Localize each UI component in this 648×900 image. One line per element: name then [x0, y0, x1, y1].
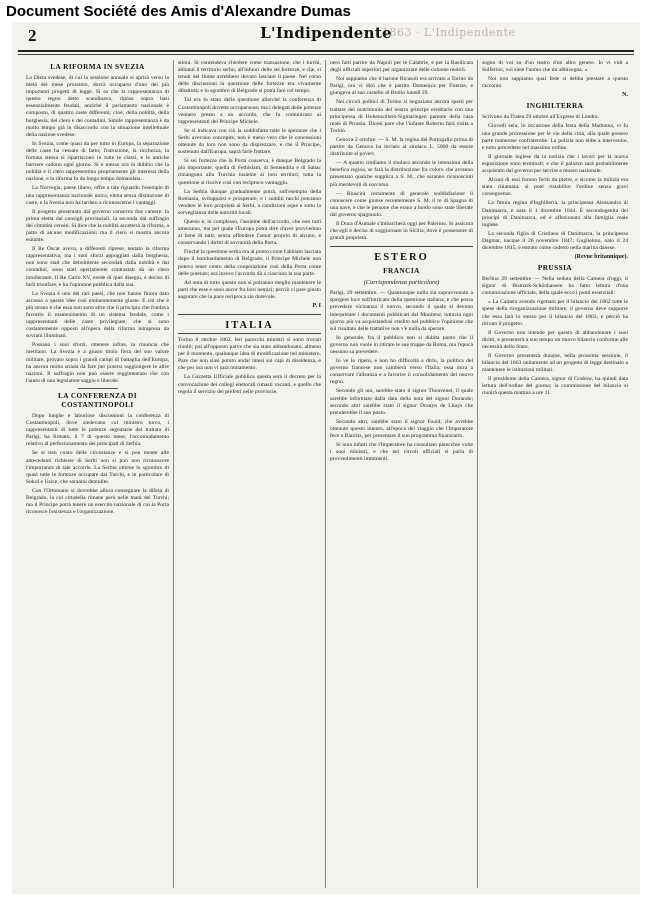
paragraph: Il Duca d'Aumale s'imbarcherà oggi per Palermo. Si assicura che egli è deciso di soggiornare in Sicilia, dove è possessore di grandi proprietà. — [330, 220, 473, 242]
column-divider — [477, 60, 478, 888]
section-heading-italia: ITALIA — [225, 320, 274, 331]
archive-banner: Document Société des Amis d'Alexandre Dumas — [6, 3, 351, 20]
paragraph: « La Camera avendo rigettato per il bilancio del 1862 tutte le spese della riorganizzazione militare, il governo deve supporre che essa farà lo stesso per il bilancio del 1863, e perciò ha ritirato il progetto. — [482, 299, 628, 327]
separator — [178, 314, 321, 315]
column-divider — [325, 60, 326, 888]
paragraph: Parigi, 29 settembre. — Quantunque nulla sia sopravvenuto a spargere luce sull'intricato della questione italiana, e che possa prevedere vicinanza il nuovo, secondo il quale si devono interpretare i documenti pubblicati dal Moniteur, tuttavia ogni giorno più va acquistandosi credito nel pubblico l'opinione che sul risultato delle trattative non v'è nulla da sperare. — [330, 290, 473, 332]
paragraph: Io ve lo ripeto, e non ho difficoltà a dirlo, la politica del governo francese non cambierà verso l'Italia; essa mira a conservare l'alleanza e a favorire il consolidamento del nuovo regno. — [330, 358, 473, 386]
paragraph: Il Governo presenterà dunque, nella prossima sessione, il bilancio del 1863 unitamente ad un progetto di legge destinato a mantenere le istituzioni militari. — [482, 353, 628, 374]
signature: N. — [622, 92, 628, 99]
separator — [330, 246, 473, 247]
column-4 — [482, 60, 628, 890]
paragraph: In generale, fra il pubblico non si dubita punto che il governo non vuole in ritirare le sue truppe da Roma, ma l'epoca nessuno sa prevedere. — [330, 334, 473, 355]
paragraph: La Gazzetta Ufficiale pubblica questa sera il decreto per la convocazione dei collegi elettorali rimasti vacanti, e quello che regola il servizio dei prefetti nelle provincie. — [178, 374, 321, 395]
section-heading-estero: ESTERO — [374, 252, 429, 264]
paragraph: La seconda figlia di Cristiano di Danimarca, la principessa Dagmar, nacque il 26 novembre 1847; Guglielmo, nato il 24 dicembre 1845, è entrato come cadetto nella marina danese. — [482, 230, 628, 251]
paragraph: — Riuscirà certamente di generale soddisfazione il conoscere come giunse recentemente S. M. il re di Spagna di una nave, e che le persone che erano a bordo sono state liberate dal governo spagnuolo. — [330, 190, 473, 218]
paragraph: Alcuni di essi furono feriti da pietre, e sicome la milizia era stata chiamata, si poté ristabilire l'ordine senza gravi conseguenze. — [482, 177, 628, 198]
paragraph: Se si tien conto delle circostanze e si pon mente alle antecedenti richieste di Serbi non si può non riconoscere l'importanza di tale accordo. La Serbia ottiene lo sgombro di quasi tutte le fortezze occupate dai Turchi, e in particolare di Sokol e Uzice, che saranno demolite. — [26, 450, 169, 485]
paragraph: Finché la questione serba era al punto come l'abbiam lasciata dopo il bombardamento di Belgrado, il Principe Michele non poteva tener conto della cooperazione così della Porta come delle potenze; ora invece l'accordo dà a ciascuno la sua parte. — [178, 249, 321, 277]
masthead-rule — [18, 50, 634, 52]
paragraph: Nei circoli politici di Torino si negoziano ancora sperti per trattare del matrimonio del nostro principe ereditario con una principessa di Hohenzollern-Sigmaringen parente della casa reale di Prussia. Dicesi pure che l'infante Roberto farà visita a Torino. — [330, 99, 473, 134]
paragraph: In Svezia, come quasi da per tutto in Europa, la separazione delle caste ha cessato di fatto; l'istruzione, la ricchezza, la fortuna stessa si ripartiscono in tutte le classi, e le antiche barriere cadono ogni giorno. Si è messo ora in dubbio che la nobiltà e il clero rappresentino propriamente gli interessi della nazione, e la riforma fu da lungo tempo domandata. — [26, 140, 169, 183]
paragraph: La Serbia dunque gradualmente potrà, sull'esempio della Romania, svilupparsi e prosperare, e i sudditi turchi potranno vendere le loro proprietà ai Serbi, a condizioni eque e sotto la sorveglianza delle autorità locali. — [178, 188, 321, 216]
signature: P. I — [312, 303, 321, 309]
paragraph: Il presidente della Camera, signor di Grabow, ha quindi data lettura dell'ordine del giorno; la commissione del bilancio si riunirà questa mattina a ore 11. — [482, 376, 628, 397]
correspondence-note: (Corrispondenza particolare) — [363, 279, 440, 287]
column-divider — [173, 60, 174, 888]
paragraph: Tal era lo stato della questione allorché la conferenza di Costantinopoli dovette occuparsene; ma i delegati delle potenze vennero presto a un accordo, che fu comunicato ai rappresentanti del Principe Michele. — [178, 97, 321, 125]
newspaper-page — [12, 22, 640, 894]
paragraph: La Norvegia, paese libero, offre a tale riguardo l'esempio di una rappresentanza nazionale unica, eletta senza distinzione di caste, e la Svezia non ha tardato a riconoscerne i vantaggi. — [26, 185, 169, 206]
source-note: (Revue britannique). — [574, 254, 628, 261]
separator — [78, 388, 118, 389]
section-heading-prussia: PRUSSIA — [537, 264, 573, 273]
paragraph: Torino 8 ottobre 1862. Ieri parecchi ministri si sono trovati riuniti; poi all'opposto parve che sia stato abbandonato, almeno per il momento, qualunque idea di modificazione nel ministero. Pare che non siasi potuto andar intesi sui capi di dissidenza, e che per ora non vi sarà mutamento. — [178, 337, 321, 372]
paragraph: Con l'Ottomano si dovrebbe allora consegnare la difesa di Belgrado, la cui cittadella rimane però nelle mani dei Turchi; ma il Principe potrà tenere un esercito nazionale di cui la Porta riconosce l'esistenza e l'organizzazione. — [26, 487, 169, 516]
paragraph: Secondo altri, sarebbe stato il signor Fould, che avrebbe ottenuto questo intento, all'epoca del viaggio che l'Imperatore fece a Biarritz, per presentare il suo programma finanziario. — [330, 418, 473, 440]
page-number: 2 — [28, 26, 37, 45]
paragraph: Si sei fortezze che la Porta conserva, è dunque Belgrado la più importante; quella di Fethislam, di Semendria e di Sabac rimangono alla Turchia insieme ai loro territori; tutta la questione si risolve così con reciproco vantaggio. — [178, 158, 321, 186]
paragraph: Genova 2 ottobre. — S. M. la regina del Portogallo prima di partire da Genova ha inviato al sindaco L. 5000 da essere distribuite ai poveri. — [330, 136, 473, 158]
paragraph: Giovedì sera, in occasione della festa della Madonna, vi fu una grande processione per le vie della città, alla quale presero parte numerose confraternite. La polizia non ebbe a intervenire, e tutto procedette nel massimo ordine. — [482, 123, 628, 151]
paragraph: Se si indicava con ciò la soddisfatta tutte le speranze che i Serbi avevano concepite, non è meno vero che le concessioni ottenute da loro non sono da disprezzare, e che il Principe, sostenuto dall'Europa, saprà farle fruttare. — [178, 127, 321, 156]
paragraph: Noi non sappiamo qual fede si debba prestare a questo racconto. — [482, 76, 628, 90]
paragraph: stioni. Si contendeva chiedere come transazione, che i turchi, abitanti il territorio serbo, all'infuori delle sei fortezze, e che, si tenuti del fiume avrebbero dovuto lasciare il paese. Nel corso delle discussioni la questione delle fortezze era vivamente dibattuta; e lo sgombro di Belgrado si potrà fare col tempo. — [178, 60, 321, 95]
separator — [178, 333, 321, 334]
paragraph: La Svezia è uno dei rari paesi, che non hanno finora dato accesso a queste idee così eminentemente giuste. E ciò che è più strano è che essa non sono altre che il principio che fondava favorito il mantenimento di un sistema feudale, come i rappresentanti delle caste privilegiate, che si sono costantemente opposti all'opera della riforma intrapresa da sovrani illuminati. — [26, 290, 169, 340]
paragraph: Si nota infatti che l'Imperatore ha consultato parecchie volte i suoi ministri, e che nei circoli ufficiali si parla di provvedimenti imminenti. — [330, 442, 473, 463]
paragraph: Scrivono da Tralea 29 ottobre all'Express di Londra. — [482, 114, 599, 121]
column-1 — [26, 60, 169, 890]
subsection-heading-francia: FRANCIA — [383, 267, 420, 276]
paragraph: nero fatti partire da Napoli per le Calabrie, e per la Basilicata degli ufficiali superiori per organizzare delle colonne mobili. — [330, 60, 473, 74]
article-heading-conferenza: LA CONFERENZA DI COSTANTINOPOLI — [57, 391, 138, 409]
paragraph: La futura regina d'Inghilterra, la principessa Alessandra di Danimarca, è nata il 1 dicembre 1844. È secondogenita dei principi di Danimarca, ed è affezionata alla famiglia reale inglese. — [482, 200, 628, 228]
paragraph: Noi sappiamo che il barone Ricasoli era arrivato a Torino da Parigi, ora vi dirò che è partito Domenica per Firenze, e giungeva al suo castello di Brolio lunedì 29. — [330, 76, 473, 97]
masthead-title: L'Indipendente — [260, 24, 392, 42]
column-3 — [330, 60, 473, 890]
paragraph: Il giornale inglese dà la notizia che i lavori per la nuova esposizione sono terminati; e che il palazzo sarà probabilmente acquistato dal governo per servire a museo nazionale. — [482, 153, 628, 175]
paragraph: Il Re Oscar aveva, a differenti riprese, tentato la riforma rappresentativa, ma i suoi sforzi appoggiati dalla borghesia, non sono stati che debolmente secondati dalla nobiltà e dai contadini, sono stati apertamente contrastati da un clero intollerante. Il Re Carlo XV, erede di quei disegni, è deciso di farli trionfare, e ha l'opinione pubblica dalla sua. — [26, 246, 169, 288]
paragraph: Ad onta di tutto questo non si potranno meglio mantenere le parti che esse e sono ancor fra loro nemici; perciò ci pare giusto augurare che la pace reciproca sia durevole. — [178, 279, 321, 300]
paragraph: Questo è, in complesso, l'assieme dell'accordo, che non tutti ameranno, ma pel quale l'Europa potrà dire d'aver provveduto al bene di tutti, senza offendere l'amor proprio di alcuno, e conservando i diritti di sovranità della Porta. — [178, 218, 321, 247]
paragraph: Possano i suoi sforzi, ottenere infine, la rinuncia che meritano. La Svezia è a giusto titolo fiera del suo valore militare, provato sopra i grandi campi di battaglia dell'Europa, ha ancora molta strada da fare per potersi raggiungere le altre nazioni. Il suffragio non può essere reggimentato che con l'aiuto di una legislatore saggio e liberale. — [26, 342, 169, 384]
paragraph: Berlino 29 settembre — Nella seduta della Camera d'oggi, il signor di Bismark-Schönhausen ha fatto lettura d'una comunicazione ufficiale, della quale ecco i punti essenziali: — [482, 276, 628, 297]
paragraph: La Dieta svedese, di cui la sessione annuale si aprirà verso la metà del mese prossimo, dovrà occuparsi d'uno dei più importanti progetti di legge. Si sa che la rappresentanza di questo regno detto scandinavo, riposa sopra basi essenzialmente feudali, anziché il parlamento nazionale è composto, di quattro caste differenti; cioè, della nobiltà, della borghesia, del clero e dei contadini. Simile rappresentanza è da molto tempo già in disaccordo con la situazione intellettuale della nazione svedese. — [26, 75, 169, 138]
paragraph: sogno di voi su d'un teatro d'un altro genere. Io vi vidi a Solferino, voi siete l'uomo che mi abbisogna. » — [482, 60, 628, 74]
paragraph: Dopo lunghe e laboriose discussioni la conferenza di Costantinopoli, dove siedevano col ministro turco, i rappresentanti di tutte le potenze segnatarie del trattato di Parigi, ha firmato, il 7 di questo mese, l'accomodamento relativo al perfezionamento dei principati di Serbia. — [26, 412, 169, 448]
masthead-rule-thin — [18, 54, 634, 55]
paragraph: Secondo gli uni, sarebbe stato il signor Thouvenel, il quale sarebbe informato dalla data della nota del signor Durando; secondo altri sarebbe stato il signor Drouyn de Lhuys che prenderebbe il suo posto. — [330, 388, 473, 416]
bleed-through-text: 1863 · L'Indipendente — [382, 26, 516, 39]
article-heading-riforma: LA RIFORMA IN SVEZIA — [50, 63, 145, 71]
paragraph: — A quanto crediamo il sindaco secondo le intenzioni della benefica regina, se farà la distribuzione fra coloro che avranno presentato qualche supplica a S. M., che saranno riconosciuti più meritevoli di soccorso. — [330, 160, 473, 188]
paragraph: Il Governo non intende per questo di abbandonare i suoi diritti, e presenterà a suo tempo un nuovo bilancio conforme alle necessità dello Stato. — [482, 329, 628, 350]
section-heading-inghilterra: INGHILTERRA — [526, 102, 584, 111]
paragraph: Il progetto presentato dal governo conserva due camere: la prima eletta dai consigli provinciali, la seconda dal suffragio dei cittadini censiti. Si dice che la nobiltà accetterà la riforma, a patto di alcune modificazioni; ma il clero si mostra ancora esitante. — [26, 208, 169, 244]
column-2 — [178, 60, 321, 890]
